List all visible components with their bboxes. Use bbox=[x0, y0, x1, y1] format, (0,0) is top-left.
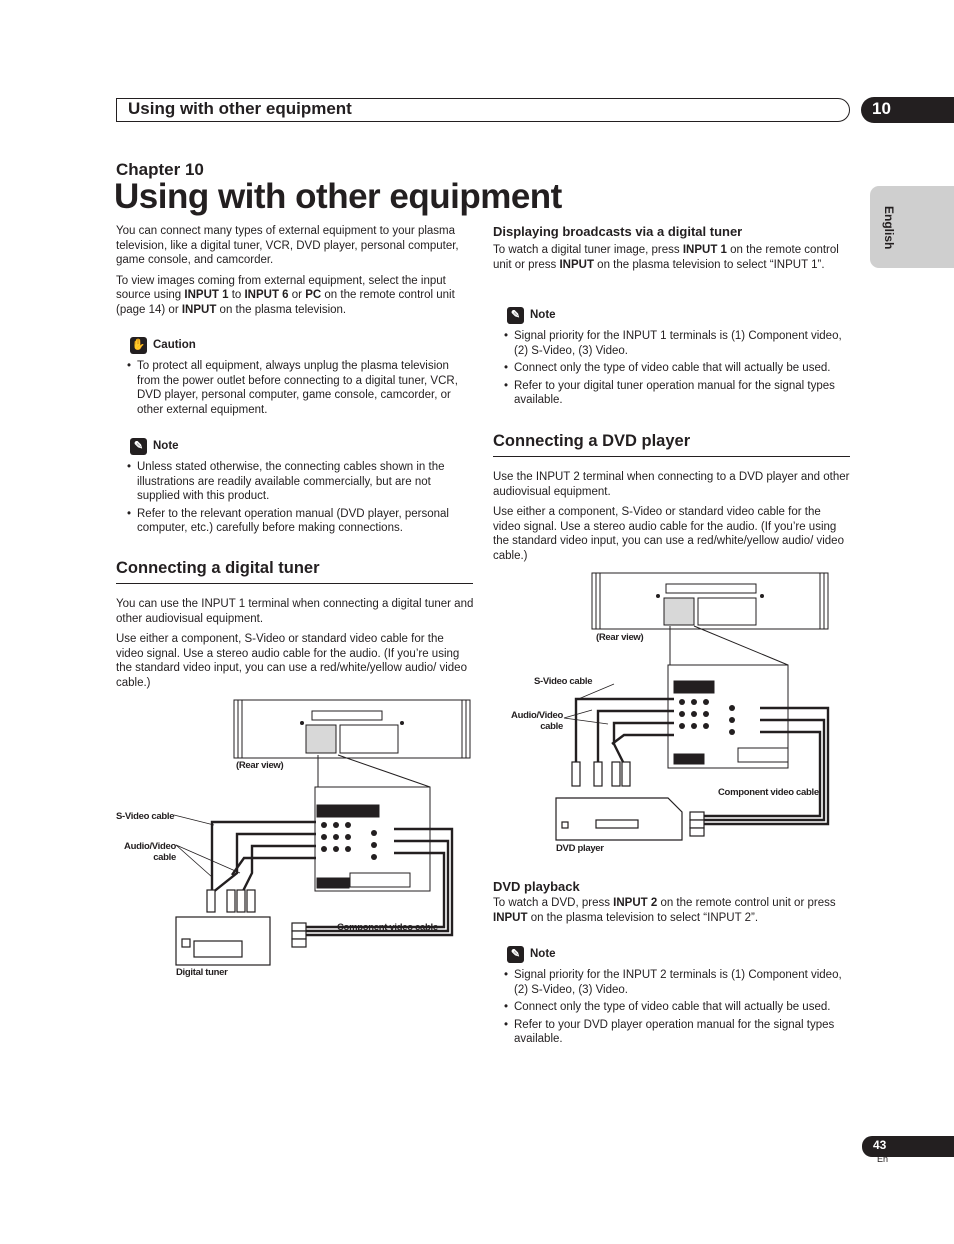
list-item: • Signal priority for the INPUT 2 terminals is (1) Component video, (2) S-Video, (3) Video. bbox=[501, 968, 850, 997]
caution-label: Caution bbox=[153, 339, 196, 352]
av-cable-label: Audio/Video cable bbox=[124, 841, 176, 863]
list-item: • Refer to your DVD player operation manual for the signal types available. bbox=[501, 1018, 850, 1047]
list-item: • Connect only the type of video cable that will actually be used. bbox=[501, 1000, 850, 1015]
section-rule bbox=[116, 583, 473, 584]
section-heading-dvd: Connecting a DVD player bbox=[493, 432, 691, 450]
page-lang-code: En bbox=[877, 1154, 889, 1164]
list-item: • Signal priority for the INPUT 1 terminals is (1) Component video, (2) S-Video, (3) Video. bbox=[501, 329, 850, 358]
note-header bbox=[507, 946, 850, 963]
list-item: • Refer to your digital tuner operation manual for the signal types available. bbox=[501, 379, 850, 408]
paragraph: Use the INPUT 2 terminal when connecting to a DVD player and other audiovisual equipment. bbox=[493, 471, 850, 498]
dvd-playback-text: To watch a DVD, press INPUT 2 on the remote control unit or press INPUT on the plasma television to select “INPUT 2”. bbox=[493, 897, 836, 924]
list-item: • Unless stated otherwise, the connecting cables shown in the illustrations are readily available commercially, but are not supplied with this product. bbox=[124, 460, 474, 504]
component-cable-label: Component video cable bbox=[337, 922, 438, 933]
list-item: • Connect only the type of video cable that will actually be used. bbox=[501, 361, 850, 376]
note-header bbox=[130, 438, 474, 455]
rear-view-label: (Rear view) bbox=[596, 632, 644, 643]
subheading-dvd-playback: DVD playback bbox=[493, 879, 580, 894]
svideo-cable-label: S-Video cable bbox=[534, 676, 593, 687]
component-cable-label: Component video cable bbox=[718, 787, 819, 798]
subheading-displaying: Displaying broadcasts via a digital tuner bbox=[493, 224, 743, 239]
paragraph: Use either a component, S-Video or standard video cable for the video signal. Use a stereo audio cable for the audio. (If you’re using the standard video input, you can use a red/white/yellow audio/ video cable.) bbox=[116, 633, 467, 689]
section-rule bbox=[493, 456, 850, 457]
pencil-icon: ✎ bbox=[507, 946, 524, 963]
dvd-text bbox=[493, 470, 850, 564]
chapter-number: 10 bbox=[872, 99, 891, 118]
pencil-icon: ✎ bbox=[507, 307, 524, 324]
device-label: Digital tuner bbox=[176, 967, 228, 978]
section-heading-digital-tuner: Connecting a digital tuner bbox=[116, 559, 320, 577]
note-header bbox=[507, 307, 850, 324]
device-label: DVD player bbox=[556, 843, 604, 854]
caution-header bbox=[130, 337, 474, 354]
header-title: Using with other equipment bbox=[128, 99, 352, 118]
intro-section bbox=[116, 224, 474, 318]
list-item: • To protect all equipment, always unplug the plasma television from the power outlet before connecting to a digital tuner, VCR, DVD player, personal computer, game console, camcorder, or other external equipment. bbox=[124, 359, 474, 417]
chapter-label: Chapter 10 bbox=[116, 160, 204, 179]
paragraph: You can use the INPUT 1 terminal when connecting a digital tuner and other audiovisual equipment. bbox=[116, 598, 474, 625]
note-label: Note bbox=[530, 948, 556, 961]
note-label: Note bbox=[530, 309, 556, 322]
paragraph: Use either a component, S-Video or standard video cable for the video signal. Use a stereo audio cable for the audio. (If you’re using the standard video input, you can use a red/white/yellow audio/ video cable.) bbox=[493, 506, 844, 562]
list-item: • Refer to the relevant operation manual (DVD player, personal computer, etc.) carefully before making connections. bbox=[124, 507, 474, 536]
svideo-cable-label: S-Video cable bbox=[116, 811, 175, 822]
note-label: Note bbox=[153, 440, 179, 453]
note-box-1 bbox=[124, 438, 474, 539]
hand-icon: ✋ bbox=[130, 337, 147, 354]
page-number: 43 bbox=[873, 1138, 887, 1152]
digital-tuner-connection-diagram bbox=[112, 695, 474, 985]
note-box-3 bbox=[501, 946, 850, 1050]
intro-paragraph-2: To view images coming from external equipment, select the input source using INPUT 1 to INPUT 6 or PC on the remote control unit (page 14) or INPUT on the plasma television. bbox=[116, 274, 455, 316]
displaying-text: To watch a digital tuner image, press INPUT 1 on the remote control unit or press INPUT on the plasma television to select “INPUT 1”. bbox=[493, 244, 839, 271]
note-box-2 bbox=[501, 307, 850, 411]
pencil-icon: ✎ bbox=[130, 438, 147, 455]
caution-box bbox=[124, 337, 474, 420]
digital-tuner-text bbox=[116, 597, 474, 691]
av-cable-label: Audio/Video cable bbox=[511, 710, 563, 732]
intro-paragraph-1: You can connect many types of external equipment to your plasma television, like a digital tuner, VCR, DVD player, personal computer, game console, and camcorder. bbox=[116, 225, 459, 267]
language-label: English bbox=[882, 206, 896, 250]
rear-view-label: (Rear view) bbox=[236, 760, 284, 771]
page-title: Using with other equipment bbox=[114, 177, 562, 216]
